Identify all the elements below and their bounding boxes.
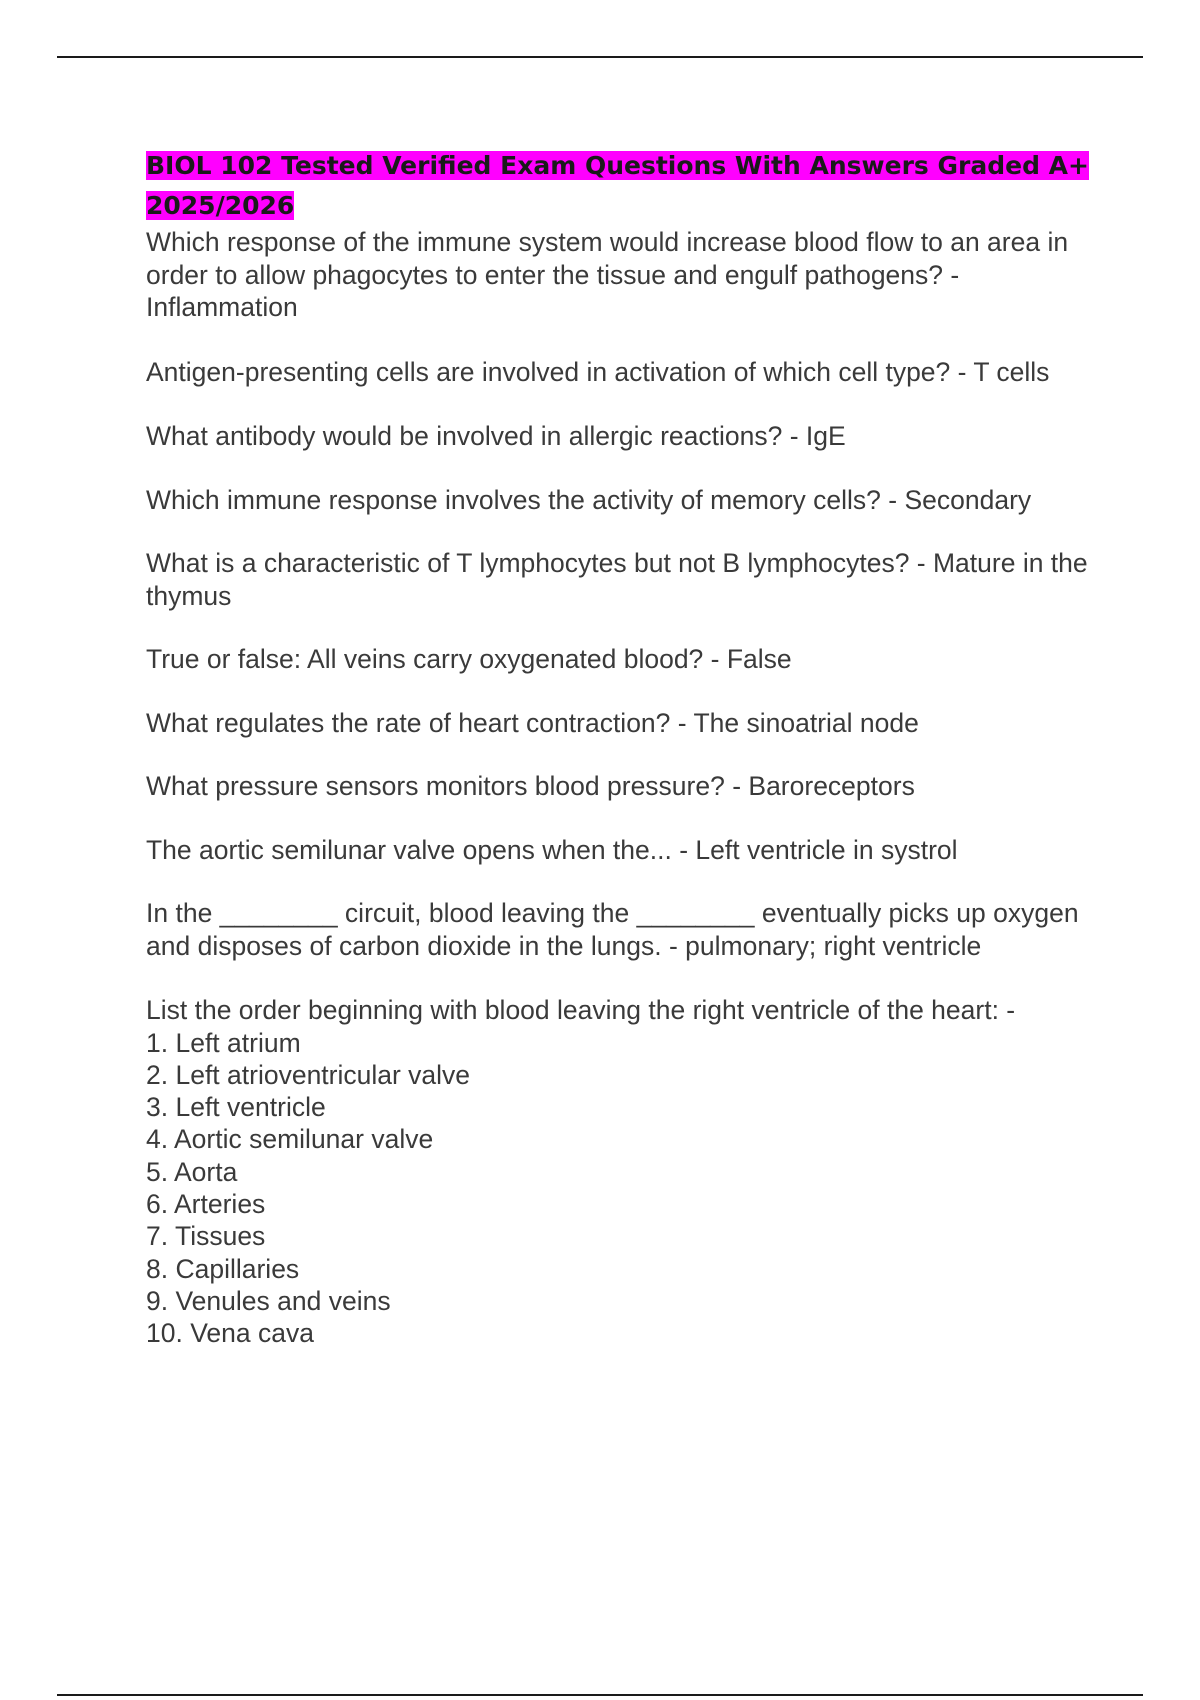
list-item: 6. Arteries [146, 1188, 266, 1219]
list-item: 10. Vena cava [146, 1318, 314, 1349]
qa-item: What is a characteristic of T lymphocytes but not B lymphocytes? - Mature in the thymus [146, 548, 1088, 611]
list-item: 8. Capillaries [146, 1253, 300, 1284]
answer-steps-list [146, 1027, 1096, 1350]
qa-item: Antigen-presenting cells are involved in activation of which cell type? - T cells [146, 356, 1050, 387]
title-highlight: BIOL 102 Tested Verified Exam Questions With Answers Graded A+ 2025/2026 [146, 151, 1089, 220]
list-item: 1. Left atrium [146, 1027, 301, 1058]
qa-item: What antibody would be involved in allergic reactions? - IgE [146, 421, 846, 451]
qa-item: In the ________ circuit, blood leaving the ________ eventually picks up oxygen and disposes of carbon dioxide in the lungs. - pulmonary; right ventricle [146, 898, 1079, 961]
qa-item: The aortic semilunar valve opens when the... - Left ventricle in systrol [146, 834, 958, 865]
qa-item: What pressure sensors monitors blood pressure? - Baroreceptors [146, 771, 915, 801]
qa-item: What regulates the rate of heart contraction? - The sinoatrial node [146, 707, 919, 738]
qa-item: Which immune response involves the activity of memory cells? - Secondary [146, 484, 1032, 515]
list-item: 4. Aortic semilunar valve [146, 1124, 434, 1155]
list-item: 3. Left ventricle [146, 1092, 326, 1123]
list-item: 5. Aorta [146, 1156, 238, 1187]
qa-item: Which response of the immune system would increase blood flow to an area in order to allow phagocytes to enter the tissue and engulf pathogens? - Inflammation [146, 227, 1069, 322]
header-rule [57, 56, 1143, 58]
qa-item: True or false: All veins carry oxygenated blood? - False [146, 644, 792, 674]
list-item: 7. Tissues [146, 1221, 266, 1252]
footer-rule [57, 1694, 1143, 1696]
document-title [146, 146, 1096, 226]
document-body [146, 146, 1096, 1349]
list-item: 9. Venules and veins [146, 1285, 391, 1316]
qa-item: List the order beginning with blood leaving the right ventricle of the heart: - [146, 995, 1016, 1025]
list-item: 2. Left atrioventricular valve [146, 1059, 471, 1090]
